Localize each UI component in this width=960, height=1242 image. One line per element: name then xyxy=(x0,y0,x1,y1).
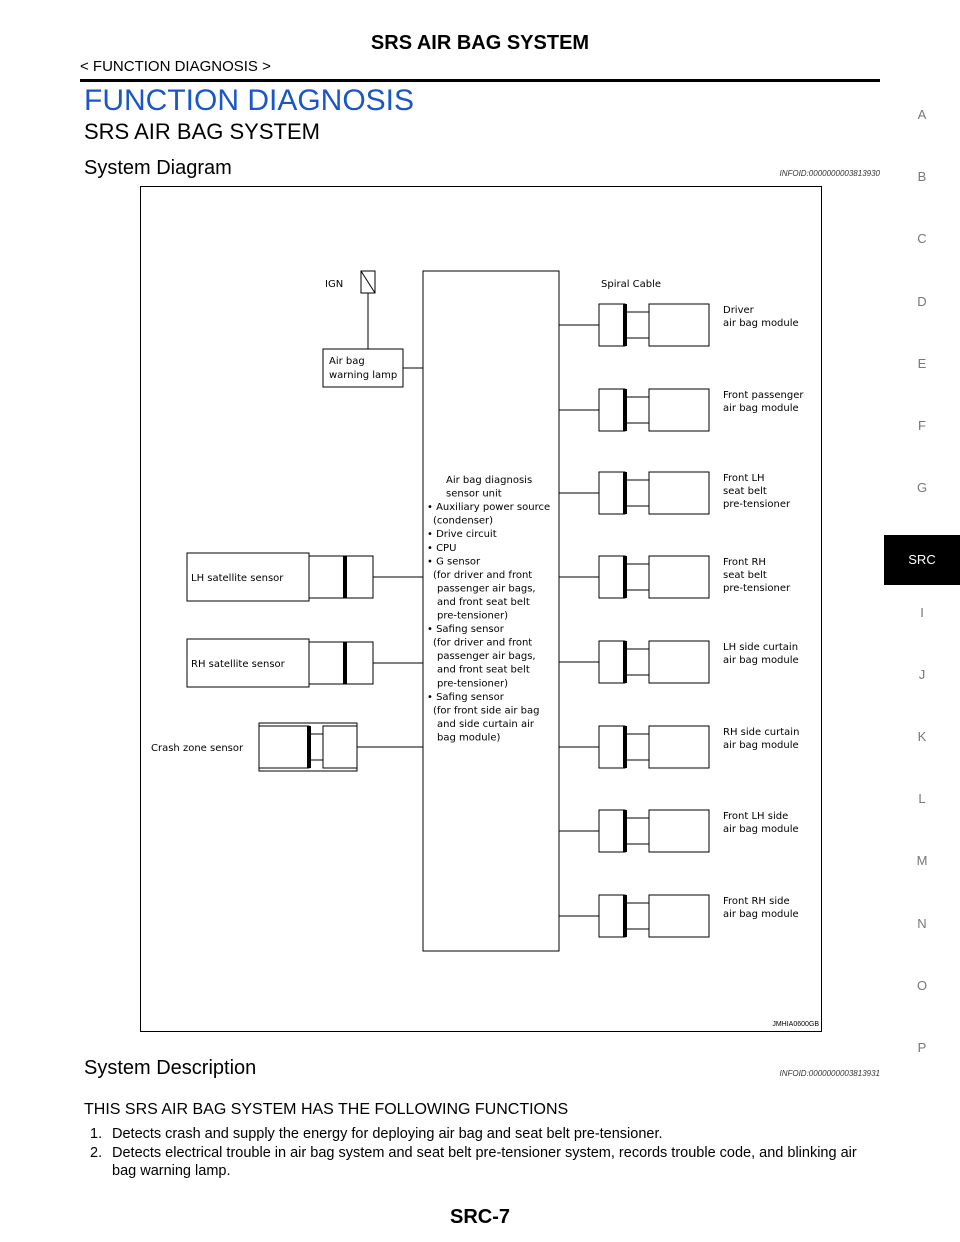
right-component-label: seat belt xyxy=(723,486,767,497)
right-component-connector-bar xyxy=(623,810,627,852)
unit-text-line: passenger air bags, xyxy=(437,651,536,663)
list-item: 1. Detects crash and supply the energy for deploying air bag and seat belt pre-tensioner. xyxy=(90,1126,663,1142)
section-tab-j[interactable]: J xyxy=(918,666,926,682)
right-component-label: air bag module xyxy=(723,403,799,414)
unit-text-line: bag module) xyxy=(437,732,501,744)
left-sensor-connector-housing-a xyxy=(259,726,309,768)
ign-label: IGN xyxy=(325,279,344,290)
right-component-label: Front LH xyxy=(723,473,765,484)
right-component-label: seat belt xyxy=(723,570,767,581)
left-sensor-connector-housing-b xyxy=(345,642,373,684)
right-component-connector-housing-b xyxy=(649,472,709,514)
left-sensor-label: RH satellite sensor xyxy=(191,659,285,670)
page-number: SRC-7 xyxy=(449,1206,510,1228)
right-component-label: Front RH xyxy=(723,557,766,568)
right-component-label: air bag module xyxy=(723,824,799,835)
section-tab-l[interactable]: L xyxy=(918,791,926,807)
right-component-connector-housing-b xyxy=(649,895,709,937)
right-component-label: pre-tensioner xyxy=(723,583,791,594)
right-component-label: LH side curtain xyxy=(723,642,799,653)
right-component-connector-bar xyxy=(623,389,627,431)
right-component-connector-bar xyxy=(623,472,627,514)
system-diagram xyxy=(140,186,822,1032)
spiral-cable-label: Spiral Cable xyxy=(601,279,662,290)
system-description-info-id: INFOID:0000000003813931 xyxy=(779,1069,880,1078)
warning-lamp-label: Air bag xyxy=(329,356,365,367)
unit-text-line: pre-tensioner) xyxy=(437,678,509,690)
unit-text-line: and side curtain air xyxy=(437,718,534,730)
section-heading: FUNCTION DIAGNOSIS xyxy=(84,84,415,117)
right-component-label: Driver xyxy=(723,305,754,316)
right-component-label: air bag module xyxy=(723,740,799,751)
section-tab-f[interactable]: F xyxy=(918,418,926,433)
left-sensor-connector-housing-b xyxy=(323,726,357,768)
warning-lamp-label: warning lamp xyxy=(329,370,398,381)
left-sensor-connector-bar xyxy=(343,556,347,598)
unit-text-line: • G sensor xyxy=(427,556,481,568)
page-header-title: SRS AIR BAG SYSTEM xyxy=(370,32,590,54)
left-sensor-connector-bar xyxy=(343,642,347,684)
section-tab-p[interactable]: P xyxy=(917,1040,927,1055)
right-component-connector-housing-a xyxy=(599,641,625,683)
section-tab-m[interactable]: M xyxy=(916,853,928,869)
section-tab-d[interactable]: D xyxy=(917,293,927,309)
right-component-connector-housing-a xyxy=(599,726,625,768)
section-tab-src[interactable]: SRC xyxy=(884,535,960,585)
right-component-connector-bar xyxy=(623,895,627,937)
right-component-connector-housing-b xyxy=(649,726,709,768)
description-list xyxy=(90,1125,880,1181)
right-component-connector-bar xyxy=(623,641,627,683)
unit-text-line: and front seat belt xyxy=(437,596,530,608)
unit-text-line: • Safing sensor xyxy=(427,624,504,636)
right-component-connector-housing-a xyxy=(599,556,625,598)
left-sensor-connector-housing-a xyxy=(309,642,345,684)
left-sensor-label: LH satellite sensor xyxy=(191,573,284,584)
section-tab-e[interactable]: E xyxy=(917,355,927,371)
right-component-connector-housing-b xyxy=(649,641,709,683)
left-sensor-connector-housing-a xyxy=(309,556,345,598)
right-component-label: RH side curtain xyxy=(723,727,800,738)
header-divider xyxy=(80,79,880,82)
system-description-heading: System Description xyxy=(84,1057,257,1079)
warning-lamp-box xyxy=(323,349,403,387)
unit-text-line: Air bag diagnosis xyxy=(446,475,533,486)
section-tab-n[interactable]: N xyxy=(917,915,927,931)
unit-text-line: passenger air bags, xyxy=(437,583,536,595)
right-component-connector-bar xyxy=(623,726,627,768)
section-tab-k[interactable]: K xyxy=(917,729,927,744)
unit-text-line: • CPU xyxy=(427,542,457,554)
ign-switch-slash xyxy=(361,271,375,293)
left-sensor-label: Crash zone sensor xyxy=(151,743,244,754)
system-diagram-heading: System Diagram xyxy=(84,157,232,179)
unit-text-line: • Auxiliary power source xyxy=(427,502,551,514)
section-tab-o[interactable]: O xyxy=(916,977,928,993)
unit-text-line: • Safing sensor xyxy=(427,691,504,703)
page-header-subtitle: < FUNCTION DIAGNOSIS > xyxy=(80,58,271,75)
right-component-connector-bar xyxy=(623,556,627,598)
right-component-connector-housing-a xyxy=(599,304,625,346)
right-component-label: Front LH side xyxy=(723,811,789,822)
right-component-label: air bag module xyxy=(723,655,799,666)
description-title: THIS SRS AIR BAG SYSTEM HAS THE FOLLOWING FUNCTIONS xyxy=(84,1101,569,1118)
right-component-connector-bar xyxy=(623,304,627,346)
right-component-label: pre-tensioner xyxy=(723,499,791,510)
unit-text-line: • Drive circuit xyxy=(427,529,497,541)
system-diagram-info-id: INFOID:0000000003813930 xyxy=(779,169,880,178)
left-sensor-connector-housing-b xyxy=(345,556,373,598)
system-diagram-canvas xyxy=(141,187,823,1033)
right-component-connector-housing-b xyxy=(649,810,709,852)
section-tab-a[interactable]: A xyxy=(917,107,927,122)
list-item: 2. Detects electrical trouble in air bag system and seat belt pre-tensioner system, records trouble code, and blinking air bag warning lamp. xyxy=(90,1145,857,1179)
section-tab-b[interactable]: B xyxy=(917,169,927,185)
right-component-connector-housing-a xyxy=(599,810,625,852)
right-component-connector-housing-b xyxy=(649,389,709,431)
right-component-connector-housing-a xyxy=(599,472,625,514)
unit-text-line: (for driver and front xyxy=(433,569,533,581)
unit-text-line: sensor unit xyxy=(446,488,502,500)
right-component-connector-housing-b xyxy=(649,304,709,346)
section-tab-c[interactable]: C xyxy=(917,231,927,247)
right-component-connector-housing-a xyxy=(599,895,625,937)
right-component-connector-housing-a xyxy=(599,389,625,431)
unit-text-line: (for driver and front xyxy=(433,637,533,649)
left-sensor-connector-bar xyxy=(307,726,311,768)
section-tab-i[interactable]: I xyxy=(920,604,924,620)
right-component-label: Front RH side xyxy=(723,896,790,907)
right-component-label: air bag module xyxy=(723,318,799,329)
unit-text-line: and front seat belt xyxy=(437,664,530,676)
unit-text-line: (for front side air bag xyxy=(433,705,540,717)
unit-text-line: pre-tensioner) xyxy=(437,610,509,622)
right-component-connector-housing-b xyxy=(649,556,709,598)
right-component-label: Front passenger xyxy=(723,390,804,401)
right-component-label: air bag module xyxy=(723,909,799,920)
section-tab-g[interactable]: G xyxy=(916,480,928,496)
diagram-id: JMHIA0600GB xyxy=(772,1021,819,1028)
sub-heading: SRS AIR BAG SYSTEM xyxy=(84,119,320,144)
unit-text-line: (condenser) xyxy=(433,515,494,527)
